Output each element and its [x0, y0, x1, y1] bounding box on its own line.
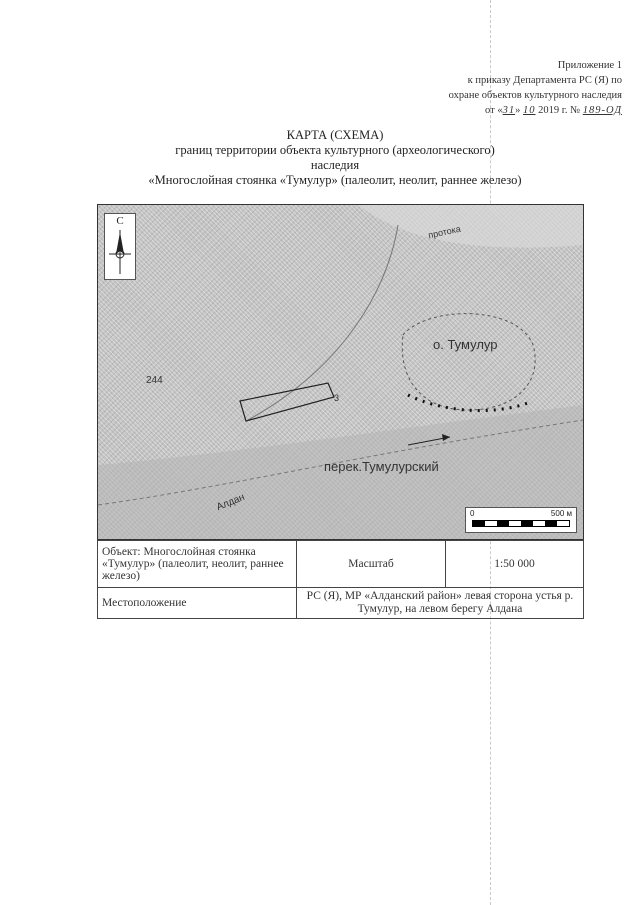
channel-label: протока: [427, 223, 462, 241]
north-arrow: [104, 213, 136, 280]
scale-bar: [465, 507, 577, 533]
appendix-line-1: Приложение 1: [557, 60, 622, 71]
date-prefix: от «: [485, 105, 503, 116]
scale-value-cell: 1:50 000: [446, 541, 584, 588]
table-row: [98, 541, 584, 588]
appendix-header: [362, 58, 622, 118]
river-main-label: Алдан: [215, 491, 247, 514]
title-line-4: «Многослойная стоянка «Тумулур» (палеолит, неолит, раннее железо): [148, 173, 522, 187]
appendix-date-line: [362, 103, 622, 118]
island-label: о. Тумулур: [433, 337, 498, 352]
appendix-line-2: к приказу Департамента РС (Я) по: [467, 75, 622, 86]
road-line: [248, 225, 398, 420]
location-label-cell: Местоположение: [98, 588, 297, 619]
channel-water: [358, 205, 583, 248]
scale-label-cell: Масштаб: [297, 541, 446, 588]
rift-label: перек.Тумулурский: [324, 459, 439, 474]
object-cell: Объект: Многослойная стоянка «Тумулур» (палеолит, неолит, раннее железо): [98, 541, 297, 588]
compass-icon: [105, 214, 135, 279]
location-value-cell: РС (Я), МР «Алданский район» левая сторона устья р. Тумулур, на левом берегу Алдана: [297, 588, 584, 619]
map-drawing: [98, 205, 583, 539]
title-line-1: КАРТА (СХЕМА): [286, 128, 384, 142]
scale-length: 500 м: [550, 509, 572, 518]
date-mid: »: [515, 105, 521, 116]
title-line-2: границ территории объекта культурного (археологического): [175, 143, 495, 157]
point-label: 3: [334, 393, 340, 403]
map-scheme: [97, 204, 584, 540]
scale-bar-graphic: [472, 520, 570, 527]
island-boundary-dots: [408, 395, 528, 411]
scale-zero: 0: [470, 509, 475, 518]
north-letter: С: [116, 215, 124, 227]
elevation-label: 244: [146, 375, 163, 386]
island-outline: [402, 314, 535, 410]
appendix-line-3: охране объектов культурного наследия: [448, 90, 622, 101]
date-year: 2019 г. №: [538, 105, 581, 116]
info-table: [97, 540, 584, 619]
date-month: 10: [522, 105, 536, 116]
site-boundary: [240, 383, 334, 421]
order-number: 189-ОД: [582, 105, 622, 116]
title-line-3: наследия: [310, 158, 360, 172]
table-row: [98, 588, 584, 619]
document-title: [95, 128, 575, 188]
date-day: 31: [502, 105, 516, 116]
